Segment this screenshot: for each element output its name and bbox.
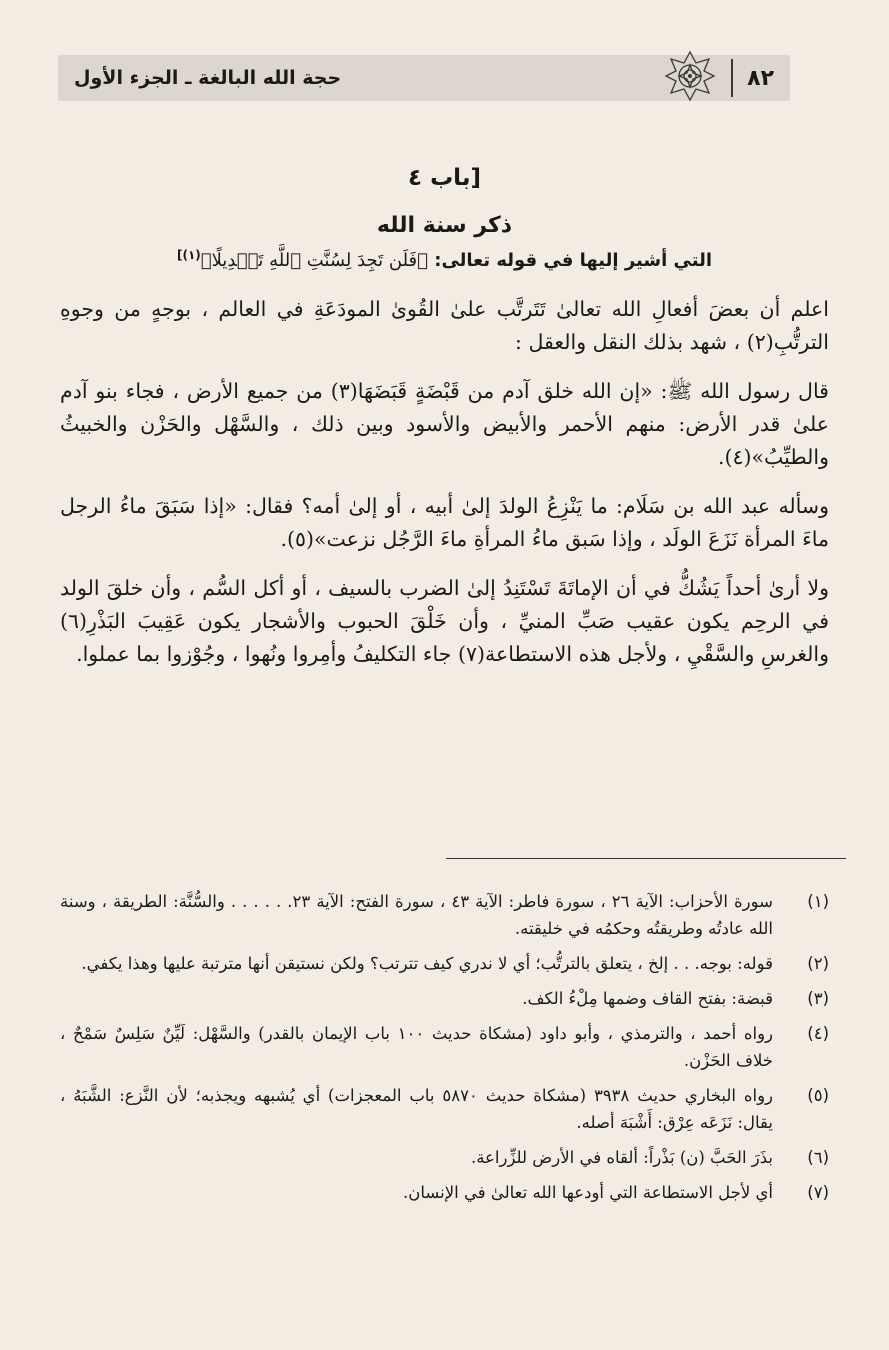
footnote-number: (٢): [807, 954, 829, 973]
footnote-item: [60, 1144, 829, 1171]
footnote-separator: [446, 858, 846, 859]
ayah-quote: ﴿فَلَن تَجِدَ لِسُنَّتِ ٱللَّهِ تَبۡدِيلًا﴾: [200, 250, 428, 271]
footnote-number: (٥): [807, 1086, 829, 1105]
paragraph-2: قال رسول الله ﷺ: «إن الله خلق آدم من قَبْضَةٍ قَبَضَهَا(٣) من جميع الأرض ، فجاء بنو آدم علىٰ قدر الأرض: منهم الأحمر والأبيض والأسود وبين ذلك ، والسَّهْل والحَزْن والخبيثُ والطيِّبُ»(٤).: [60, 379, 829, 469]
footnote-text: قبضة: بفتح القاف وضمها مِلْءُ الكف.: [522, 989, 773, 1008]
main-text: [60, 165, 829, 687]
footnote-text: رواه أحمد ، والترمذي ، وأبو داود (مشكاة حديث ١٠٠ باب الإيمان بالقدر) والسَّهْل: لَيِّنٌ سَلِسٌ سَمْحٌ ، خلاف الحَزْن.: [60, 1024, 773, 1070]
running-header: [58, 55, 790, 101]
footnote-item: [60, 985, 829, 1012]
book-title: حجة الله البالغة ـ الجزء الأول: [74, 67, 342, 89]
paragraph-4: ولا أرىٰ أحداً يَشُكُّ في أن الإماتَةَ تَسْتَنِدُ إلىٰ الضرب بالسيف ، أو أكل السُّم ، وأن خلقَ الولد في الرحِم يكون عقيب صَبِّ المنيِّ ، وأن خَلْقَ الحبوب والأشجار يكون عَقِيبَ البَذْرِ(٦) والغرسِ والسَّقْيِ ، ولأجل هذه الاستطاعة(٧) جاء التكليفُ وأمِروا ونُهوا ، وجُوْزوا بما عملوا.: [60, 576, 829, 666]
chapter-subtitle: ذكر سنة الله: [376, 213, 513, 238]
ayah-intro: التي أشير إليها في قوله تعالى:: [434, 250, 712, 271]
footnote-item: [60, 1020, 829, 1074]
footnote-text: رواه البخاري حديث ٣٩٣٨ (مشكاة حديث ٥٨٧٠ باب المعجزات) أي يُشبهه ويجذبه؛ لأن النَّزع: الشَّبَهُ ، يقال: نَزَعَه عِرْق: أَشْبَهَ أصله.: [60, 1086, 773, 1132]
footnote-item: [60, 888, 829, 942]
header-right-group: [663, 53, 774, 103]
footnote-text: بذَرَ الحَبَّ (ن) بَذْراً: ألقاه في الأرض للزِّراعة.: [470, 1148, 773, 1167]
paragraph-3: وسأله عبد الله بن سَلَام: ما يَنْزِعُ الولدَ إلىٰ أبيه ، أو إلىٰ أمه؟ فقال: «إذا سَبَقَ ماءُ الرجل ماءَ المرأة نَزَعَ الولَد ، وإذا سَبق ماءُ المرأةِ ماءَ الرَّجُل نزعت»(٥).: [60, 494, 829, 551]
footnotes: [60, 888, 829, 1214]
footnote-number: (٤): [807, 1024, 829, 1043]
footnote-text: قوله: بوجه. . . إلخ ، يتعلق بالترتُّب؛ أي لا ندري كيف تترتب؟ ولكن نستيقن أنها مترتبة عليها وهذا يكفي.: [81, 954, 773, 973]
ornament-icon: [663, 49, 717, 103]
footnote-item: [60, 1082, 829, 1136]
footnote-text: سورة الأحزاب: الآية ٢٦ ، سورة فاطر: الآية ٤٣ ، سورة الفتح: الآية ٢٣. . . . . . والسُّنَّة: الطريقة ، وسنة الله عادتُه وطريقتُه وحكمُه في خليقته.: [60, 892, 774, 938]
chapter-title: [باب ٤: [408, 165, 481, 191]
footnote-number: (٣): [807, 989, 829, 1008]
header-divider: [731, 59, 733, 97]
footnote-item: [60, 1179, 829, 1206]
ayah-line: [60, 248, 829, 271]
page-number: ٨٢: [747, 65, 774, 91]
footnote-number: (٦): [807, 1148, 829, 1167]
ayah-ref: (١)]: [176, 248, 201, 262]
footnote-number: (١): [807, 892, 829, 911]
footnote-number: (٧): [807, 1183, 829, 1202]
paragraph-1: اعلم أن بعضَ أفعالِ الله تعالىٰ تَتَرتَّب علىٰ القُوىٰ المودَعَةِ في العالم ، بوجهٍ من وجوهِ الترتُّبِ(٢) ، شهد بذلك النقل والعقل :: [60, 297, 829, 354]
footnote-item: [60, 950, 829, 977]
footnote-text: أي لأجل الاستطاعة التي أودعها الله تعالىٰ في الإنسان.: [403, 1183, 773, 1202]
